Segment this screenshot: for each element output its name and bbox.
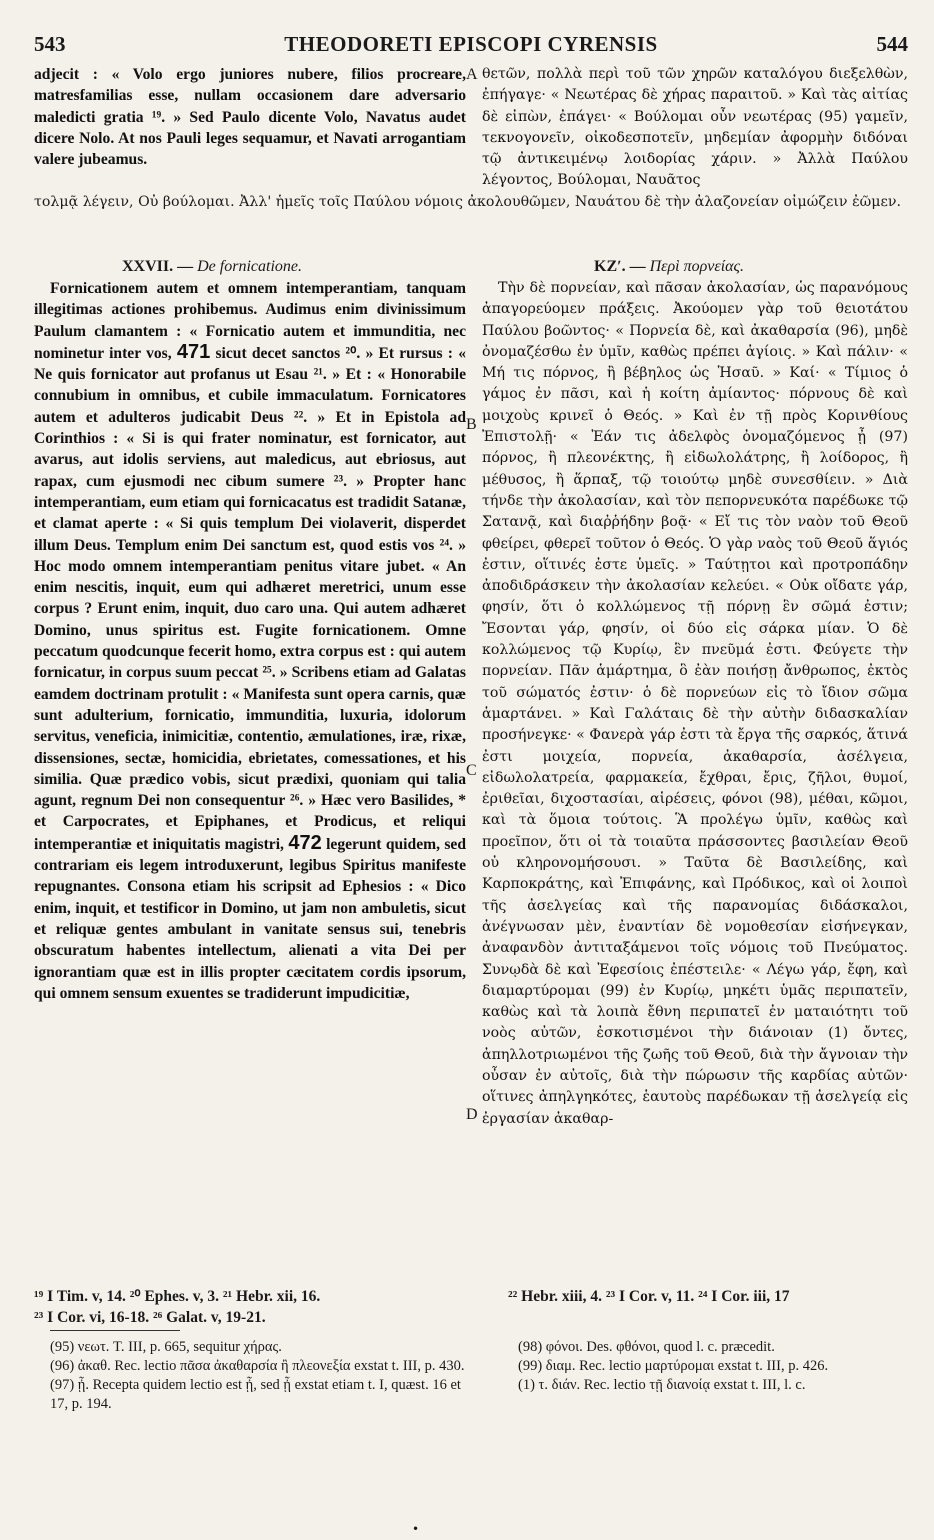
critical-notes-right — [518, 1338, 908, 1395]
scripture-refs-right-line-1: ²² Hebr. xiii, 4. ²³ I Cor. v, 11. ²⁴ I Cor. iii, 17 — [508, 1288, 790, 1305]
margin-marker-a: A — [466, 66, 478, 83]
note-99: (99) διαμ. Rec. lectio μαρτύρομαι exstat t. III, p. 426. — [518, 1358, 829, 1374]
page-marker-472: 472 — [288, 831, 322, 854]
page-marker-471: 471 — [176, 340, 211, 363]
latin-section-heading — [122, 258, 302, 276]
latin-section-title: De fornicatione. — [197, 258, 302, 275]
margin-marker-c: C — [466, 762, 477, 779]
latin-body-1 — [34, 278, 466, 1004]
page-number-left: 543 — [34, 32, 66, 56]
latin-body-text-3: legerunt quidem, sed contrariam eis legem introduxerunt, legibus Spiritus manifeste repugnantes. Consona etiam his scripsit ad Ephesios : « Dico enim, inquit, et testificor in Domino, ut jam non ambuletis, sicut et reliquæ gentes ambulant in vanitate sensus sui, tenebris obscuratum habentes intellectum, alienati a vita Dei per ignorantiam quæ est in illis propter cæcitatem cordis ipsorum, qui omnem sensum exuentes se tradiderunt impudicitiæ, — [34, 835, 466, 1002]
running-header — [34, 32, 908, 62]
note-96: (96) ἀκαθ. Rec. lectio πᾶσα ἀκαθαρσία ἢ πλεονεξία exstat t. III, p. 430. — [50, 1358, 465, 1374]
latin-body-text-2: sicut decet sanctos ²⁰. » Et rursus : « Ne quis fornicator aut profanus ut Esau ²¹. » Et : « Honorabile connubium in omnibus, et cubile immaculatum. Fornicatores autem et adulteros judicabit Deus ²². » Et in Epistola ad Corinthios : « Si is qui frater nominatur, est fornicator, aut avarus, aut idolis serviens, aut maledicus, aut ebriosus, aut rapax, cum ejusmodi nec cibum sumere ²³. » Propter hanc intemperantiam, eum etiam qui fornicacatus est tradidit Satanæ, et clamat aperte : « Si quis templum Dei violaverit, disperdet illum Deus. Templum enim Dei sanctum est, quod estis vos ²⁴. » Hoc modo omnem intemperantiam penitus vitare jubet. « An enim nescitis, inquit, eum qui adhæret meretrici, unum esse corpus ? Erunt enim, inquit, duo caro una. Qui autem adhæret Domino, unus spiritus est. Fugite fornicationem. Omne peccatum quodcunque fecerit homo, extra corpus est : qui autem fornicatur, in corpus suum peccat ²⁵. » Scribens etiam ad Galatas eamdem doctrinam protulit : « Manifesta sunt opera carnis, quæ sunt adulterium, fornicatio, immunditia, luxuria, idolorum servitus, veneficia, inimicitiæ, contentio, æmulationes, iræ, rixæ, dissensiones, sectæ, homicidia, ebrietates, comessationes, et his similia. Quæ prædico vobis, sicut prædixi, quoniam qui talia agunt, regnum Dei non consequentur ²⁶. » Hæc vero Basilides, * et Carpocrates, et Epiphanes, et Prodicus, et reliqui intemperantiæ et iniquitatis magistri, — [34, 344, 466, 853]
greek-intro: θετῶν, πολλὰ περὶ τοῦ τῶν χηρῶν καταλόγου διεξελθὼν, ἐπήγαγε· « Νεωτέρας δὲ χήρας παραιτοῦ. » Καὶ τὰς αἰτίας δὲ εἰπὼν, ἐπάγει· « Βούλομαι οὖν νεωτέρας (95) γαμεῖν, τεκνογονεῖν, οἰκοδεσποτεῖν, μηδεμίαν ἀφορμὴν διδόναι τῷ ἀντικειμένῳ λοιδορίας χάριν. » Ἀλλὰ Παύλου λέγοντος, Βούλομαι, Ναυᾶτος — [482, 66, 908, 189]
running-title: THEODORETI EPISCOPI CYRENSIS — [284, 32, 658, 56]
note-95: (95) νεωτ. T. III, p. 665, sequitur χήρας. — [50, 1339, 282, 1355]
margin-marker-b: B — [466, 416, 477, 433]
greek-section-heading — [594, 258, 744, 276]
latin-body-text-1: Fornicationem autem et omnem intemperantiam, tanquam illegitimas actiones prohibemus. Audimus enim divinissimum Paulum clamantem : « Fornicatio autem et immunditia, nec nominetur inter vos, — [34, 280, 466, 362]
greek-body: Τὴν δὲ πορνείαν, καὶ πᾶσαν ἀκολασίαν, ὡς παρανόμους ἀπαγορεύομεν πράξεις. Ἀκούομεν γὰρ τοῦ θειοτάτου Παύλου βοῶντος· « Πορνεία δὲ, καὶ ἀκαθαρσία (96), μηδὲ ὀνομαζέσθω ἐν ὑμῖν, καθὼς πρέπει ἁγίοις. » Καὶ πάλιν· « Μή τις πόρνος, ἢ βέβηλος ὡς Ἡσαῦ. » Καί· « Τίμιος ὁ γάμος ἐν πᾶσι, καὶ ἡ κοίτη ἀμίαντος· πόρνους δὲ καὶ μοιχοὺς κρινεῖ ὁ Θεός. » Καὶ ἐν τῇ πρὸς Κορινθίους Ἐπιστολῇ· « Ἐάν τις ἀδελφὸς ὀνομαζόμενος ᾖ (97) πόρνος, ἢ πλεονέκτης, ἢ εἰδωλολάτρης, ἢ λοίδορος, ἢ μέθυσος, ἢ ἅρπαξ, τῷ τοιούτῳ μηδὲ συνεσθίειν. » Διὰ τήνδε τὴν ἀκολασίαν, καὶ τὸν πεπορνευκότα παρέδωκε τῷ Σατανᾷ, καὶ διαῤῥήδην βοᾷ· « Εἴ τις τὸν ναὸν τοῦ Θεοῦ φθείρει, φθερεῖ τοῦτον ὁ Θεός. Ὁ γὰρ ναὸς τοῦ Θεοῦ ἅγιός ἐστιν, οἵτινές ἐστε ὑμεῖς. » Ταύτῃτοι καὶ προτροπάδην ἀποδιδράσκειν τὴν ἀκολασίαν κελεύει. « Οὐκ οἴδατε γάρ, φησίν, ὅτι ὁ κολλώμενος τῇ πόρνῃ ἓν σῶμά ἐστιν; Ἔσονται γάρ, φησίν, οἱ δύο εἰς σάρκα μίαν. Ὁ δὲ κολλώμενος τῷ Κυρίῳ, ἓν πνεῦμά ἐστι. Φεύγετε τὴν πορνείαν. Πᾶν ἁμάρτημα, ὃ ἐὰν ποιήσῃ ἄνθρωπος, ἐκτὸς τοῦ σώματός ἐστιν· ὁ δὲ πορνεύων εἰς τὸ ἴδιον σῶμα ἁμαρτάνει. » Καὶ Γαλάταις δὲ τὴν αὐτὴν διδασκαλίαν προσήνεγκε· « Φανερὰ γάρ ἐστι τὰ ἔργα τῆς σαρκός, ἅτινά ἐστι μοιχεία, πορνεία, ἀκαθαρσία, ἀσέλγεια, εἰδωλολατρεία, φαρμακεία, ἔχθραι, ἔρις, ζῆλοι, θυμοί, ἐριθεῖαι, διχοστασίαι, αἱρέσεις, φόνοι (98), μέθαι, κῶμοι, καὶ τὰ ὅμοια τούτοις. Ἃ προλέγω ὑμῖν, καθὼς καὶ προεῖπον, ὅτι οἱ τὰ τοιαῦτα πράσσοντες βασιλείαν Θεοῦ οὐ κληρονομήσουσι. » Ταῦτα δὲ Βασιλείδης, καὶ Καρποκράτης, καὶ Ἐπιφάνης, καὶ Πρόδικος, καὶ οἱ λοιποὶ τῆς ἀσελγείας καὶ τῆς παρανομίας διδάσκαλοι, ἀνέγνωσαν μὲν, ἐναντίαν δὲ νομοθεσίαν εἰσήνεγκαν, ἀναφανδὸν ἀντιταξάμενοι τοῖς νόμοις τοῦ Πνεύματος. Συνῳδὰ δὲ καὶ Ἐφεσίοις ἐπέστειλε· « Λέγω γάρ, ἔφη, καὶ διαμαρτύρομαι (99) ἐν Κυρίῳ, μηκέτι ὑμᾶς περιπατεῖν, καθὼς καὶ τὰ λοιπὰ ἔθνη περιπατεῖ ἐν ματαιότητι τοῦ νοὸς αὐτῶν, ἐσκοτισμένοι τὴν διάνοιαν (1) ὄντες, ἀπηλλοτριωμένοι τῆς ζωῆς τοῦ Θεοῦ, διὰ τὴν ἄγνοιαν τὴν οὖσαν ἐν αὐτοῖς, διὰ τὴν πώρωσιν τῆς καρδίας αὐτῶν· οἵτινες ἀπηλγηκότες, ἑαυτοὺς παρέδωκαν τῇ ἀσελγείᾳ εἰς ἐργασίαν ἀκαθαρ- — [482, 280, 908, 1127]
latin-intro: adjecit : « Volo ergo juniores nubere, filios procreare, matresfamilias esse, nullam occasionem dare adversario maledicti gratia ¹⁹. » Sed Paulo dicente Volo, Navatus audet dicere Nolo. At nos Pauli leges sequamur, et Navati arrogantiam valere jubeamus. — [34, 66, 466, 169]
note-97: (97) ᾖ. Recepta quidem lectio est ᾖ, sed ᾖ exstat etiam t. I, quæst. 16 et 17, p. 194. — [50, 1377, 461, 1412]
footnote-rule — [50, 1330, 180, 1331]
scripture-refs-left-line-2: ²³ I Cor. vi, 16-18. ²⁶ Galat. v, 19-21. — [34, 1309, 266, 1326]
greek-section-title: Περὶ πορνείας. — [649, 258, 745, 275]
scripture-refs-left — [34, 1286, 482, 1328]
scripture-refs-left-line-1: ¹⁹ I Tim. v, 14. ²⁰ Ephes. v, 3. ²¹ Hebr. xii, 16. — [34, 1288, 321, 1305]
page — [10, 0, 924, 1540]
bottom-mark: • — [412, 1522, 420, 1536]
latin-section-number: XXVII. — — [122, 258, 194, 275]
note-1: (1) τ. διάν. Rec. lectio τῇ διανοίᾳ exstat t. III, l. c. — [518, 1377, 806, 1393]
note-98: (98) φόνοι. Des. φθόνοι, quod l. c. præcedit. — [518, 1339, 775, 1355]
page-number-right: 544 — [876, 32, 908, 56]
scripture-refs-right — [508, 1286, 908, 1307]
margin-marker-d: D — [466, 1106, 478, 1123]
greek-section-number: ΚΖʹ. — — [594, 258, 646, 275]
critical-notes-left — [50, 1338, 468, 1414]
spanning-line: τολμᾷ λέγειν, Οὐ βούλομαι. Ἀλλ' ἡμεῖς τοῖς Παύλου νόμοις ἀκολουθῶμεν, Ναυάτου δὲ τὴν ἀλαζονείαν οἰμώζειν ἐῶμεν. — [34, 194, 901, 210]
